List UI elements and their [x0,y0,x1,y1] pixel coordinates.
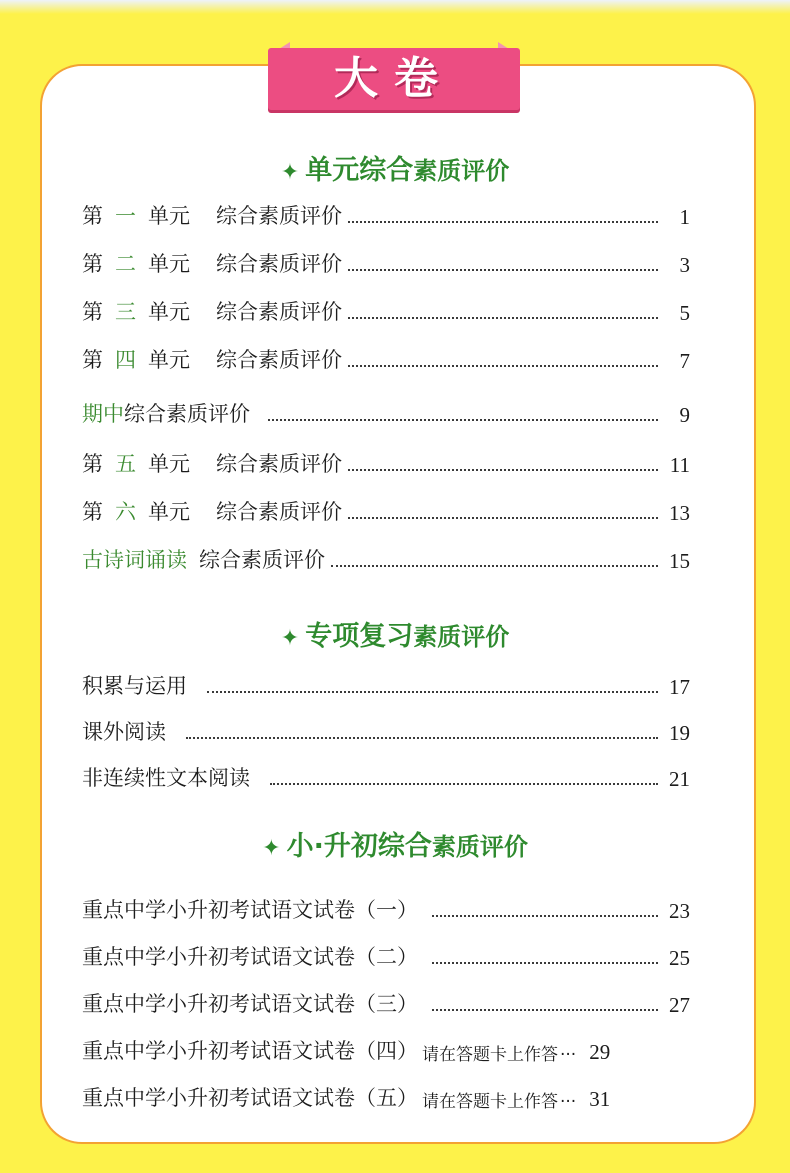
page-number: 25 [669,946,690,970]
toc-row[interactable]: 非连续性文本阅读 21 [82,766,690,791]
page-number: 13 [669,501,690,525]
section-heading-graduation: ✦ 小·升初综合素质评价 [262,831,528,862]
answer-sheet-note: 请在答题卡上作答 [422,1092,558,1112]
page-number: 29 [589,1040,611,1064]
page-number: 27 [669,993,690,1017]
toc-row[interactable]: 重点中学小升初考试语文试卷（二） 25 [82,945,690,970]
page-number: 23 [669,899,690,923]
toc-row[interactable]: 第 一 单元 综合素质评价 1 [82,204,690,229]
toc-row[interactable]: 第 五 单元 综合素质评价 11 [82,452,690,477]
toc-row[interactable]: 重点中学小升初考试语文试卷（一） 23 [82,898,690,923]
page-number: 11 [669,453,690,477]
page-number: 31 [589,1087,611,1111]
diamond-icon: ✦ [262,836,281,861]
toc-row[interactable]: 重点中学小升初考试语文试卷（三） 27 [82,992,690,1017]
page-number: 19 [669,721,690,745]
toc-row[interactable]: 期中综合素质评价 9 [82,402,690,427]
toc-row[interactable]: 重点中学小升初考试语文试卷（四） 请在答题卡上作答 ··· 29 [82,1039,611,1065]
toc-row[interactable]: 第 六 单元 综合素质评价 13 [82,500,690,525]
toc-row[interactable]: 第 四 单元 综合素质评价 7 [82,348,690,373]
page-number: 9 [679,403,690,427]
toc-row[interactable]: 积累与运用 17 [82,674,690,699]
page-number: 5 [679,301,690,325]
section-heading-unit: ✦ 单元综合素质评价 [280,155,510,186]
toc-row[interactable]: 第 三 单元 综合素质评价 5 [82,300,690,325]
section-heading-review: ✦ 专项复习素质评价 [280,621,510,652]
page-number: 21 [669,767,690,791]
toc-row[interactable]: 第 二 单元 综合素质评价 3 [82,252,690,277]
page-number: 17 [669,675,690,699]
page-number: 3 [679,253,690,277]
page-number: 15 [669,549,690,573]
toc-row[interactable]: 课外阅读 19 [82,720,690,745]
title-banner [254,42,534,114]
toc-row[interactable]: 古诗词诵读 综合素质评价 15 [82,548,690,573]
page-number: 7 [679,349,690,373]
page-number: 1 [679,205,690,229]
banner-title: 大卷 [334,53,454,104]
answer-sheet-note: 请在答题卡上作答 [422,1045,558,1065]
toc-row[interactable]: 重点中学小升初考试语文试卷（五） 请在答题卡上作答 ··· 31 [82,1086,611,1112]
diamond-icon: ✦ [280,626,300,651]
diamond-icon: ✦ [280,160,300,185]
